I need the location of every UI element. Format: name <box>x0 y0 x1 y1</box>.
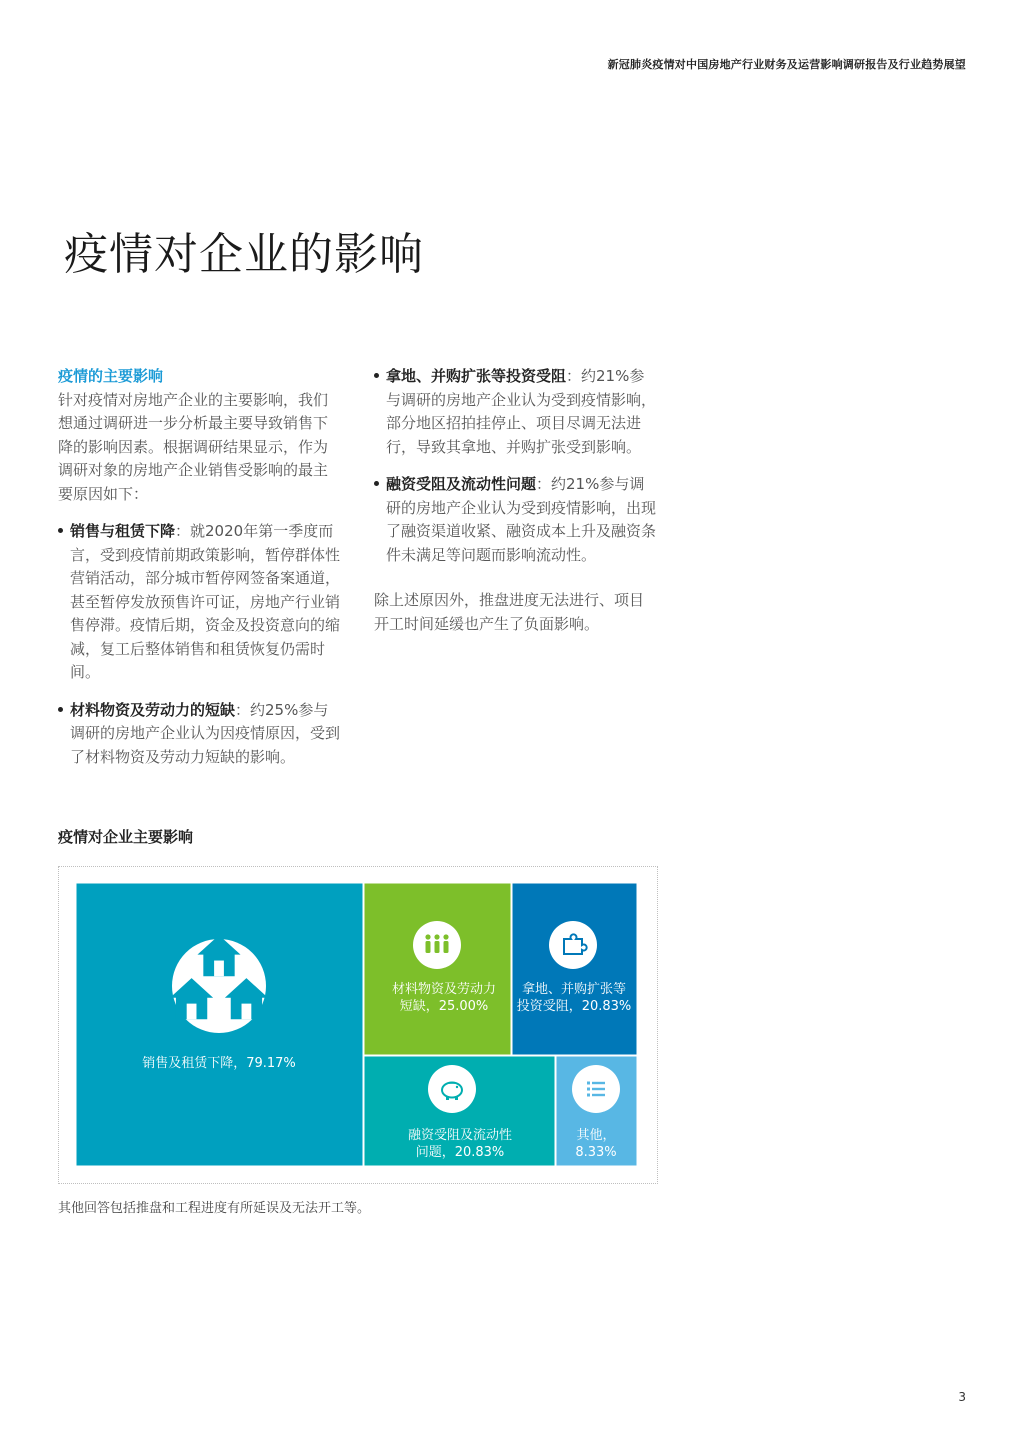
right-column <box>374 365 658 636</box>
intro-paragraph: 针对疫情对房地产企业的主要影响，我们想通过调研进一步分析最主要导致销售下降的影响因素。根据调研结果显示，作为调研对象的房地产企业销售受影响的最主要原因如下： <box>58 390 329 503</box>
treemap-tile-label: 材料物资及劳动力 <box>391 982 497 997</box>
bullet-material-labor-shortage <box>58 699 340 770</box>
left-column <box>58 365 340 769</box>
bullet-lead: 材料物资及劳动力的短缺 <box>70 700 236 719</box>
bullet-financing-liquidity <box>374 473 658 567</box>
chart-footnote: 其他回答包括推盘和工程进度有所延误及无法开工等。 <box>58 1201 371 1216</box>
treemap-tile-rect <box>512 883 637 1055</box>
closing-paragraph: 除上述原因外，推盘进度无法进行、项目开工时间延缓也产生了负面影响。 <box>374 591 645 633</box>
treemap-tile-label: 问题，20.83% <box>415 1145 505 1160</box>
chart-title: 疫情对企业主要影响 <box>58 828 194 846</box>
treemap-tile <box>364 1056 555 1166</box>
bullet-text: ：约21%参与调研的房地产企业认为受到疫情影响，出现了融资渠道收紧、融资成本上升及融资条件未满足等问题而影响流动性。 <box>386 475 657 564</box>
bullet-land-acquisition <box>374 365 658 459</box>
treemap-tile <box>512 883 637 1055</box>
right-bullet-list <box>374 365 658 567</box>
treemap-tile-label: 短缺，25.00% <box>399 999 489 1014</box>
bullet-text: ：约21%参与调研的房地产企业认为受到疫情影响，部分地区招拍挂停止、项目尽调无法进行，导致其拿地、并购扩张受到影响。 <box>386 367 657 456</box>
workers-icon <box>413 921 461 969</box>
section-heading: 疫情的主要影响 <box>58 367 164 385</box>
treemap-tile-label: 8.33% <box>575 1145 617 1160</box>
treemap-tile-label: 投资受阻，20.83% <box>516 999 632 1014</box>
list-icon <box>572 1065 620 1113</box>
treemap-chart-frame <box>58 866 658 1184</box>
treemap-tile-label: 其他， <box>576 1128 616 1143</box>
treemap-tile <box>76 883 363 1166</box>
puzzle-icon <box>549 921 597 969</box>
bullet-sales-decline <box>58 520 340 685</box>
left-bullet-list <box>58 520 340 769</box>
treemap-tile-rect <box>364 883 511 1055</box>
treemap-tile-label: 拿地、并购扩张等 <box>521 982 627 997</box>
bullet-text: ：就2020年第一季度而言，受到疫情前期政策影响，暂停群体性营销活动，部分城市暂停网签备案通道，甚至暂停发放预售许可证，房地产行业销售停滞。疫情后期，资金及投资意向的缩减，复工后整体销售和租赁恢复仍需时间。 <box>70 522 341 681</box>
treemap-tile <box>364 883 511 1055</box>
treemap-tile-label: 融资受阻及流动性 <box>407 1128 513 1143</box>
page-number: 3 <box>958 1390 966 1404</box>
bullet-text: ：约25%参与调研的房地产企业认为因疫情原因，受到了材料物资及劳动力短缺的影响。 <box>70 700 341 766</box>
treemap-tile-label: 销售及租赁下降，79.17% <box>142 1056 296 1071</box>
treemap-tile <box>556 1056 637 1166</box>
page-title: 疫情对企业的影响 <box>64 229 424 280</box>
bullet-lead: 销售与租赁下降 <box>70 522 176 540</box>
treemap-chart <box>59 867 657 1183</box>
bullet-lead: 融资受阻及流动性问题 <box>386 475 537 493</box>
bullet-lead: 拿地、并购扩张等投资受阻 <box>386 367 567 385</box>
running-header: 新冠肺炎疫情对中国房地产行业财务及运营影响调研报告及行业趋势展望 <box>607 58 966 71</box>
piggy-bank-icon <box>428 1065 476 1113</box>
